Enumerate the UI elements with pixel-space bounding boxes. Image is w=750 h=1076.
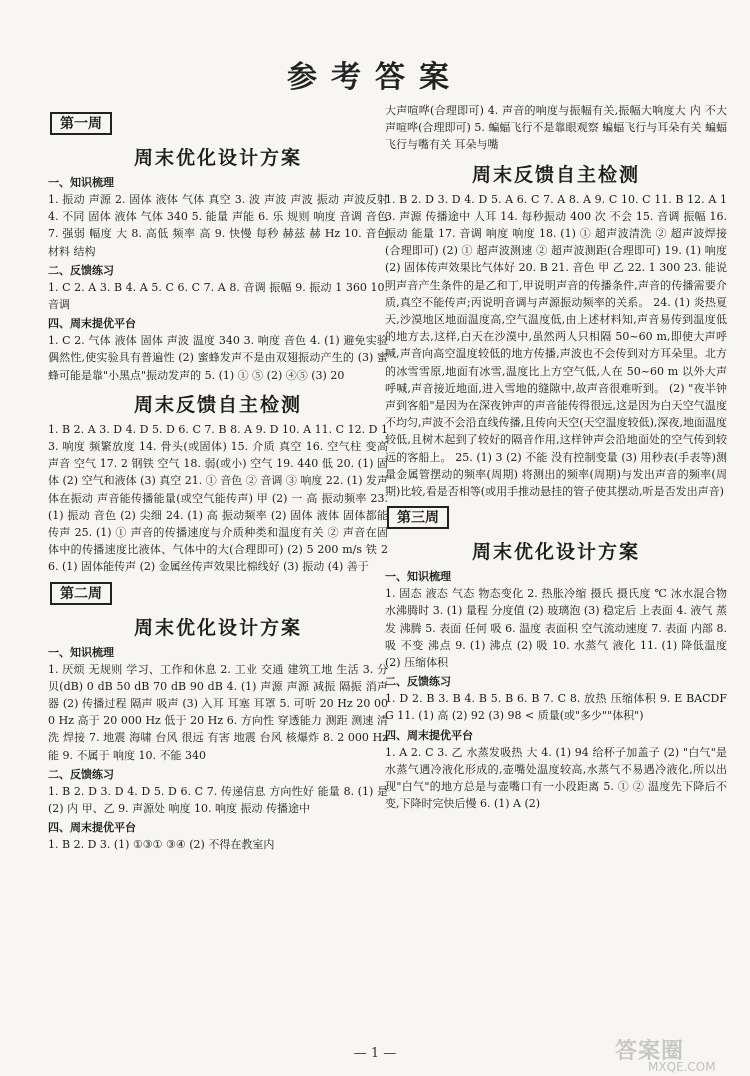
section-title: 周末反馈自主检测 bbox=[133, 393, 302, 416]
answer-text: 1. 固态 液态 气态 物态变化 2. 热胀冷缩 摄氏 摄氏度 ℃ 冰水混合物 水沸腾时 3. (1) 量程 分度值 (2) 玻璃泡 (3) 稳定后 上表面 4. 液气 蒸发 沸腾 5. 表面 任何 吸 6. 温度 表面积 空气流动速度 7. 表面 内部 8. 吸 不变 沸点 9. (1) 沸点 (2) 吸 10. 水蒸气 液化 11. (1) 降低温度 (2) 压缩体积 bbox=[385, 587, 727, 670]
subsection-heading: 一、知识梳理 bbox=[385, 570, 451, 584]
section-title: 周末优化设计方案 bbox=[133, 147, 302, 169]
subsection-heading: 四、周末提优平台 bbox=[48, 317, 136, 331]
answer-text: 1. C 2. 气体 液体 固体 声波 温度 340 3. 响度 音色 4. (1) 避免实验偶然性,使实验具有普遍性 (2) 蜜蜂发声不是由双翅振动产生的 (3) 蜜蜂可能是靠"小黑点"振动发声的 5. (1) ① ⑤ (2) ④⑤ (3) 20 bbox=[48, 334, 388, 382]
subsection-heading: 四、周末提优平台 bbox=[48, 821, 136, 835]
subsection-heading: 二、反馈练习 bbox=[385, 675, 451, 689]
page-number: — 1 — bbox=[353, 1046, 397, 1061]
section-title: 周末优化设计方案 bbox=[133, 616, 302, 639]
week-tag: 第三周 bbox=[387, 506, 449, 529]
subsection-heading: 一、知识梳理 bbox=[48, 645, 114, 659]
answer-text: 1. B 2. D 3. D 4. D 5. A 6. C 7. A 8. A 9. C 10. C 11. B 12. A 13. 声源 传播途中 人耳 14. 每秒振动 400 次 不会 15. 音调 振幅 16. 振动 能量 17. 音调 响度 响度 18. (1) ① 超声波清洗 ② 超声波焊接(合理即可) (2) ① 超声波测速 ② 超声波测距(合理即可) 19. (1) 响度 (2) 固体传声效果比气体好 20. B 21. 音色 甲 乙 22. 1 300 23. 能说明声音产生条件的是乙和丁,甲说明声音的传播条件,声音的传播需要介质,真空不能传声;丙说明音调与声源振动频率的关系。 24. (1) 炎热夏天,沙漠地区地面温度高,空气温度低,由上述材料知,声音易传到温度低的地方去,这样,白天在沙漠中,虽然两人只相隔 50~60 m,即使大声呼喊,声音向高空温度较低的地方传播,声波也不会传到对方耳朵里。北方的冰雪雪原,地面有冰雪,温度比上方空气低,人在 50~60 m 以外大声呼喊,声音接近地面,进入雪地的缝隙中,故声音很难听到。 (2) "夜半钟声到客船"是因为在深夜钟声的声音能传得很远,这是因为白天空气温度不均匀,声波不会沿直线传播,且传向天空(天空温度较低),深夜,地面温度较低,且树木起到了较好的隔音作用,这样钟声会沿地面处的空气传到较远的客船上。 25. (1) 3 (2) 不能 没有控制变量 (3) 用秒表(手表等)测量金属管摆动的频率(周期) 将测出的频率(周期)与发出声音的频率(周期)比较,看是否相等(或用手推动悬挂的管子使其摆动,听是否发出声音) bbox=[385, 192, 727, 499]
page-title: 参考答案 bbox=[287, 60, 463, 95]
answer-text: 1. D 2. B 3. B 4. B 5. B 6. B 7. C 8. 放热 压缩体积 9. E BACDFG 11. (1) 高 (2) 92 (3) 98 < 质量(或"多少""体积") bbox=[385, 692, 727, 723]
subsection-heading: 二、反馈练习 bbox=[48, 263, 114, 277]
subsection-heading: 四、周末提优平台 bbox=[385, 728, 473, 742]
answer-text: 1. 振动 声源 2. 固体 液体 气体 真空 3. 波 声波 声波 振动 声波反射 4. 不同 固体 液体 气体 340 5. 能量 声能 6. 乐 规则 响度 音调 音色 7. 强弱 幅度 大 8. 高低 频率 高 9. 快慢 每秒 赫兹 赫 Hz 10. 音色 材料 结构 bbox=[48, 193, 388, 258]
watermark-logo: 答案圈 bbox=[615, 1039, 685, 1064]
answer-text: 1. C 2. A 3. B 4. A 5. C 6. C 7. A 8. 音调 振幅 9. 振动 1 360 10. 音调 bbox=[48, 280, 388, 312]
answer-text: 1. B 2. D 3. D 4. D 5. D 6. C 7. 传递信息 方向性好 能量 8. (1) 是 (2) 内 甲、乙 9. 声源处 响度 10. 响度 振动 传播途中 bbox=[48, 784, 388, 816]
subsection-heading: 一、知识梳理 bbox=[48, 176, 114, 189]
section-title: 周末优化设计方案 bbox=[471, 541, 640, 564]
subsection-heading: 二、反馈练习 bbox=[48, 767, 114, 781]
week-tag: 第二周 bbox=[50, 582, 112, 605]
watermark-url: MXQE.COM bbox=[648, 1060, 716, 1074]
answer-text: 大声喧哗(合理即可) 4. 声音的响度与振幅有关,振幅大响度大 内 不大声喧哗(合理即可) 5. 蝙蝠飞行不是靠眼观察 蝙蝠飞行与耳朵有关 蝙蝠飞行与嘴有关 耳朵与嘴 bbox=[385, 104, 727, 152]
answer-text: 1. B 2. D 3. (1) ①③① ③④ (2) 不得在教室内 bbox=[48, 838, 275, 852]
right-column bbox=[385, 102, 727, 813]
week-tag: 第一周 bbox=[50, 112, 112, 135]
section-title: 周末反馈自主检测 bbox=[471, 163, 640, 186]
answer-text: 1. A 2. C 3. 乙 水蒸发吸热 大 4. (1) 94 给杯子加盖子 (2) "白气"是水蒸气遇冷液化形成的,壶嘴处温度较高,水蒸气不易遇冷液化,所以出现"白气"的地方总是与壶嘴口有一小段距离 5. ① ② 温度先下降后不变,下降时完快后慢 6. (1) A (2) bbox=[385, 745, 727, 811]
answer-text: 1. B 2. A 3. D 4. D 5. D 6. C 7. B 8. A 9. D 10. A 11. C 12. D 13. 响度 频繁放度 14. 骨头(或固体) 15. 介质 真空 16. 空气柱 变高 声音 空气 17. 2 钢铁 空气 18. 弱(或小) 空气 19. 440 低 20. (1) 固体 (2) 空气和液体 (3) 真空 21. ① 音色 ② 音调 ③ 响度 22. (1) 发声体在振动 声音能传播能量(或空气能传声) 甲 (2) 一 高 振动频率 23. (1) 振动 音色 (2) 尖细 24. (1) 高 振动频率 (2) 固体 液体 固体都能传声 25. (1) ① 声音的传播速度与介质种类和温度有关 ② 声音在固体中的传播速度比液体、气体中的大(合理即可) (2) 5 200 m/s 铁 26. (1) 固体能传声 (2) 金属丝传声效果比棉线好 (3) 振动 (4) 善于 bbox=[48, 422, 388, 574]
left-column bbox=[48, 106, 388, 853]
answer-text: 1. 厌烦 无规则 学习、工作和休息 2. 工业 交通 建筑工地 生活 3. 分贝(dB) 0 dB 50 dB 70 dB 90 dB 4. (1) 声源 声源 减振 隔振 消声器 (2) 传播过程 隔声 吸声 (3) 入耳 耳塞 耳罩 5. 可听 20 Hz 20 000 Hz 高于 20 000 Hz 低于 20 Hz 6. 方向性 穿透能力 测距 测速 清洗 焊接 7. 地震 海啸 台风 很远 有害 地震 台风 核爆炸 8. 2 000 Hz 能 9. 不属于 响度 10. 不能 340 bbox=[48, 662, 388, 762]
